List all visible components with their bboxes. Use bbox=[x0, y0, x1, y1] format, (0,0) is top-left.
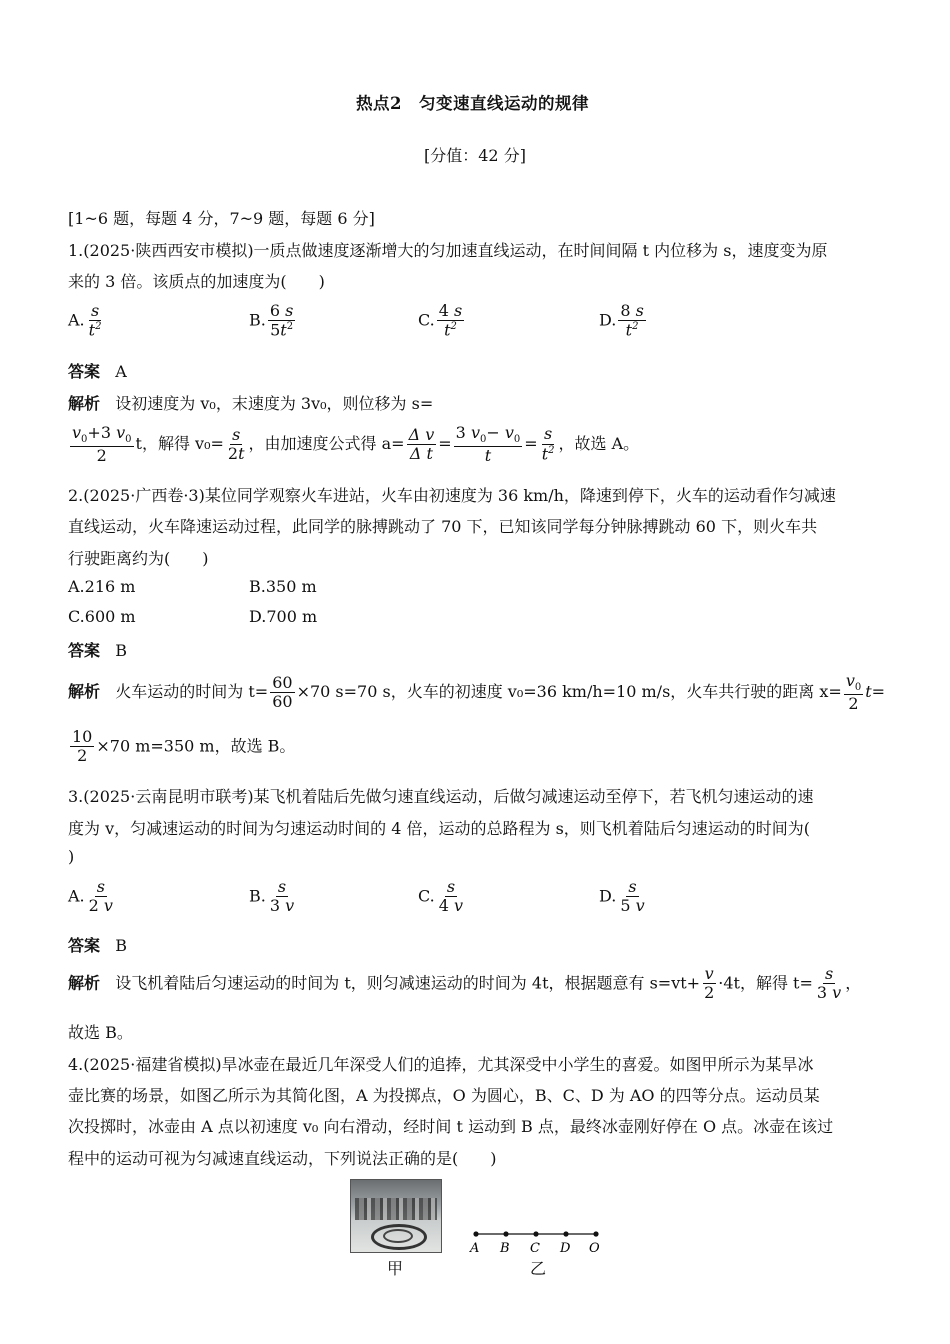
q1-analysis-line1 bbox=[68, 391, 433, 414]
q3-line3: ) bbox=[68, 847, 75, 866]
instructions: [1~6 题，每题 4 分，7~9 题，每题 6 分] bbox=[68, 209, 375, 228]
q3-option-c: C. $\frac{s}{4 v}$ bbox=[418, 877, 464, 916]
q1-line1: 1.(2025·陕西西安市模拟)一质点做速度逐渐增大的匀加速直线运动，在时间间隔 t 内位移为 s，速度变为原 bbox=[68, 241, 828, 260]
q3-analysis-line1: 解析 设飞机着陆后匀速运动的时间为 t，则匀减速运动的时间为 4t，根据题意有 s=vt+ $\frac{v}{2}$ ·4t，解得 t= $\frac{s}{3 v}$ ， bbox=[68, 964, 862, 1003]
q3-answer bbox=[68, 933, 127, 956]
point-d-label: D bbox=[560, 1241, 571, 1256]
q2-analysis-line1: 解析 火车运动的时间为 t= $\frac{60}{60}$ ×70 s=70 s，火车的初速度 v₀=36 km/h=10 m/s，火车共行驶的距离 x= $\frac{v_0}{2}$ t= bbox=[68, 671, 886, 713]
q1-line2: 来的 3 倍。该质点的加速度为( ) bbox=[68, 272, 325, 291]
page-title: 热点2 匀变速直线运动的规律 bbox=[356, 94, 589, 113]
option-letter: D. bbox=[599, 886, 617, 906]
option-letter: C. bbox=[418, 886, 435, 906]
point-a-label: A bbox=[470, 1241, 480, 1256]
q1-option-d: D. $\frac{8 s}{t^2}$ bbox=[599, 301, 644, 340]
option-letter: D. bbox=[599, 310, 617, 330]
answer-value: B bbox=[115, 641, 128, 660]
analysis-label: 解析 bbox=[68, 973, 101, 993]
q2-line2: 直线运动，火车降速运动过程，此同学的脉搏跳动了 70 下，已知该同学每分钟脉搏跳动 60 下，则火车共 bbox=[68, 517, 818, 536]
q1-option-c: C. $\frac{4 s}{t^2}$ bbox=[418, 301, 463, 340]
q3-analysis-line2: 故选 B。 bbox=[68, 1023, 133, 1042]
analysis-text: t，解得 v₀= bbox=[135, 434, 224, 454]
analysis-text: 设飞机着陆后匀速运动的时间为 t，则匀减速运动的时间为 4t，根据题意有 s=vt+ bbox=[115, 973, 701, 993]
analysis-text: ，由加速度公式得 a= bbox=[248, 434, 405, 454]
answer-label: 答案 bbox=[68, 936, 101, 955]
q1-analysis-line2: $\frac{v_0+3 v_0}{2}$ t，解得 v₀= $\frac{s}{2t}$ ，由加速度公式得 a= $\frac{\text{Δ v}}{\text{Δ t}}$ = $\frac{3 v_0- v_0}{t}$ = $\frac{s}{t^2}$ ，故选 A。 bbox=[72, 423, 640, 465]
q2-line3: 行驶距离约为( ) bbox=[68, 549, 209, 568]
q4-line2: 壶比赛的场景，如图乙所示为其简化图，A 为投掷点，O 为圆心，B、C、D 为 AO 的四等分点。运动员某 bbox=[68, 1086, 820, 1105]
q1-option-a: A. $\frac{s}{t^2}$ bbox=[68, 301, 102, 340]
q3-option-d: D. $\frac{s}{5 v}$ bbox=[599, 877, 645, 916]
option-letter: B. bbox=[249, 886, 266, 906]
q2-option-a: A.216 m bbox=[68, 577, 136, 596]
q2-option-c: C.600 m bbox=[68, 607, 136, 626]
point-c-dot bbox=[533, 1231, 538, 1236]
q4-line1: 4.(2025·福建省模拟)旱冰壶在最近几年深受人们的追捧，尤其深受中小学生的喜爱。如图甲所示为某旱冰 bbox=[68, 1055, 814, 1074]
analysis-text: ×70 s=70 s，火车的初速度 v₀=36 km/h=10 m/s，火车共行驶的距离 x= bbox=[296, 682, 842, 702]
q4-line4: 程中的运动可视为匀减速直线运动，下列说法正确的是( ) bbox=[68, 1149, 497, 1168]
analysis-text: 火车运动的时间为 t= bbox=[115, 682, 269, 702]
point-d-dot bbox=[563, 1231, 568, 1236]
analysis-text: 设初速度为 v₀，末速度为 3v₀，则位移为 s= bbox=[115, 394, 434, 413]
point-o-label: O bbox=[589, 1241, 600, 1256]
figure-label-yi: 乙 bbox=[530, 1259, 547, 1278]
answer-value: A bbox=[115, 362, 127, 381]
answer-label: 答案 bbox=[68, 641, 101, 660]
q3-option-a: A. $\frac{s}{2 v}$ bbox=[68, 877, 113, 916]
q3-option-b: B. $\frac{s}{3 v}$ bbox=[249, 877, 295, 916]
point-b-dot bbox=[503, 1231, 508, 1236]
point-b-label: B bbox=[500, 1241, 510, 1256]
answer-value: B bbox=[115, 936, 128, 955]
q2-line1: 2.(2025·广西卷·3)某位同学观察火车进站，火车由初速度为 36 km/h，降速到停下，火车的运动看作匀减速 bbox=[68, 486, 836, 505]
analysis-label: 解析 bbox=[68, 682, 101, 702]
figure-label-jia: 甲 bbox=[387, 1259, 404, 1278]
point-o-dot bbox=[593, 1231, 598, 1236]
q1-option-b: B. $\frac{6 s}{5t^2}$ bbox=[249, 301, 294, 340]
analysis-label: 解析 bbox=[68, 394, 101, 413]
option-letter: A. bbox=[68, 886, 85, 906]
curling-photo bbox=[350, 1179, 442, 1253]
answer-label: 答案 bbox=[68, 362, 101, 381]
point-a-dot bbox=[473, 1231, 478, 1236]
q3-line1: 3.(2025·云南昆明市联考)某飞机着陆后先做匀速直线运动，后做匀减速运动至停下，若飞机匀速运动的速 bbox=[68, 787, 814, 806]
score-label: [分值：42 分] bbox=[424, 146, 526, 165]
q2-analysis-line2: $\frac{10}{2}$ ×70 m=350 m，故选 B。 bbox=[72, 727, 296, 766]
analysis-text: ×70 m=350 m，故选 B。 bbox=[96, 736, 296, 756]
q1-answer bbox=[68, 359, 127, 382]
q3-line2: 度为 v，匀减速运动的时间为匀速运动时间的 4 倍，运动的总路程为 s，则飞机着陆后匀速运动的时间为( bbox=[68, 819, 811, 838]
option-letter: B. bbox=[249, 310, 266, 330]
analysis-text: ，故选 A。 bbox=[558, 434, 640, 454]
analysis-text: ·4t，解得 t= bbox=[718, 973, 813, 993]
q4-line3: 次投掷时，冰壶由 A 点以初速度 v₀ 向右滑动，经时间 t 运动到 B 点，最终冰壶刚好停在 O 点。冰壶在该过 bbox=[68, 1117, 834, 1136]
option-letter: C. bbox=[418, 310, 435, 330]
q2-option-d: D.700 m bbox=[249, 607, 318, 626]
point-c-label: C bbox=[530, 1241, 540, 1256]
q2-option-b: B.350 m bbox=[249, 577, 317, 596]
q2-answer bbox=[68, 638, 127, 661]
option-letter: A. bbox=[68, 310, 85, 330]
